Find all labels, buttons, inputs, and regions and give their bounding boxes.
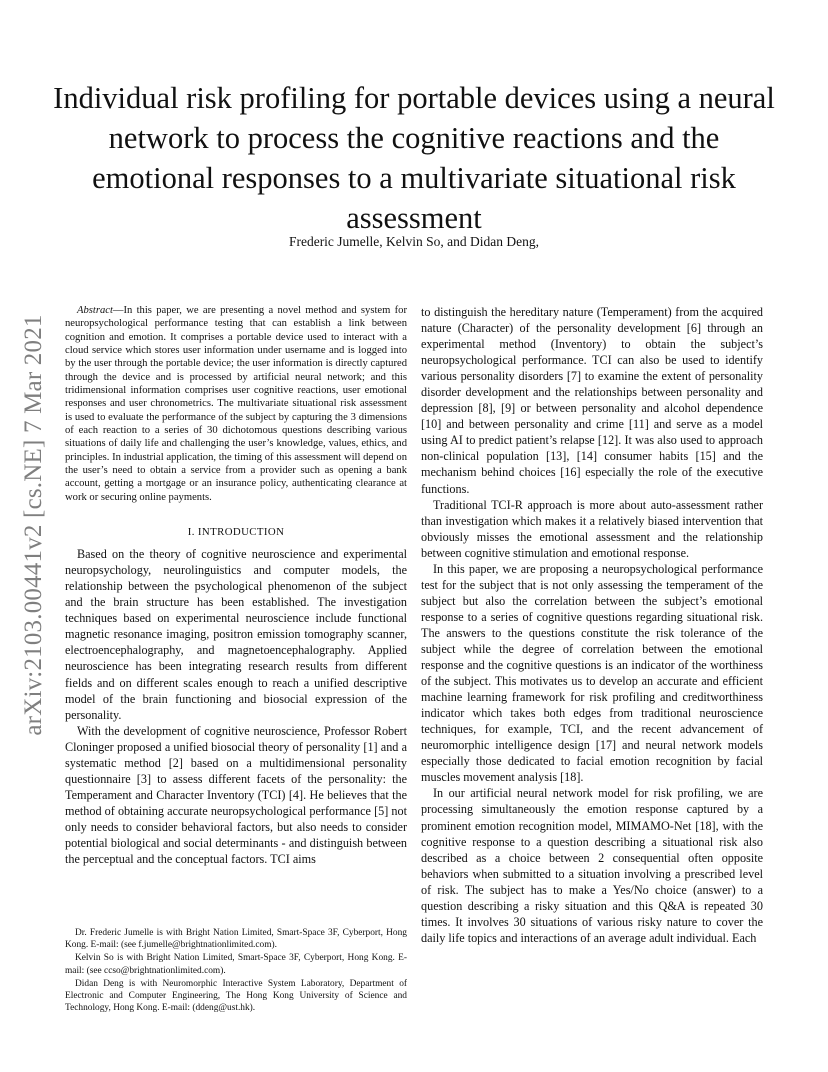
paper-title: Individual risk profiling for portable devices using a neural network to process the cognitive reactions and the emotional responses to a multivariate situational risk assessment [53, 81, 775, 235]
paragraph: Based on the theory of cognitive neuroscience and experimental neuropsychology, neurolinguistics and computer models, the relationship between the psychological phenomenon of the subject and the brain structure has been established. The investigation techniques based on experimental neuroscience include functional magnetic resonance imaging, positron emission tomography scanner, electroencephalography, and magnetoencephalography. Applied neuroscience has been integrating research results from different fields and on different scales enough to reach a unified descriptive model of the brain functioning and biosocial expression of the personality. [65, 547, 407, 722]
left-column [65, 304, 407, 867]
paragraph: Traditional TCI-R approach is more about auto-assessment rather than investigation which makes it a relatively biased intervention that obviously misses the emotional assessment and the relationship between cognitive stimulation and emotional response. [421, 497, 763, 560]
paragraph: In this paper, we are proposing a neuropsychological performance test for the subject that is not only assessing the temperament of the subject but also the correlation between the subject’s emotional response to a series of cognitive questions regarding situational risk. The answers to the questions constitute the risk tolerance of the subject while the degree of correlation between the emotional response and the cognitive questions is an indicator of the worthiness of the subject. This motivates us to develop an accurate and efficient machine learning framework for risk profiling and creditworthiness indicator which takes both edges from traditional neuroscience techniques, for example, TCI, and the recent advancement of neuromorphic intelligence design [17] and neural network models especially those dedicated to facial emotion recognition by facial muscles movement analysis [18]. [421, 561, 763, 785]
abstract-label: Abstract [77, 305, 113, 316]
arxiv-identifier [18, 290, 50, 760]
footnote: Dr. Frederic Jumelle is with Bright Nation Limited, Smart-Space 3F, Cyberport, Hong Kong. E-mail: (see f.jumelle@brightnationlimited.com). [65, 928, 407, 951]
abstract-text: —In this paper, we are presenting a novel method and system for neuropsychological performance testing that can establish a link between cognition and emotion. It comprises a portable device used to interact with a cloud service which stores user information under username and is logged into by the user through the portable device; the user information is directly captured through the device and is processed by artificial neural network; and this tridimensional information comprises user cognitive reactions, user emotional responses and user chronometrics. The multivariate situational risk assessment is used to evaluate the performance of the subject by capturing the 3 dimensions of each reaction to a series of 30 dichotomous questions describing various situations of daily life and challenging the user’s knowledge, values, ethics, and principles. In industrial application, the timing of this assessment will depend on the user’s need to obtain a service from a provider such as opening a bank account, getting a mortgage or an insurance policy, authenticating clearance at work or securing online payments. [65, 305, 407, 503]
footnote: Kelvin So is with Bright Nation Limited, Smart-Space 3F, Cyberport, Hong Kong. E-mail: (see ccso@brightnationlimited.com). [65, 953, 407, 976]
footnotes [65, 927, 407, 1014]
section-heading-introduction: I. INTRODUCTION [187, 526, 285, 539]
arxiv-identifier-text: arXiv:2103.00441v2 [cs.NE] 7 Mar 2021 [20, 314, 47, 736]
paragraph: to distinguish the hereditary nature (Temperament) from the acquired nature (Character) of the personality development [6] through an experimental method (Inventory) to obtain the subject’s neuropsychological performance. TCI can also be used to identify various personality disorders [7] to examine the extent of personality disorder development and the relationships between personality and depression [8], [9] or between personality and alcohol dependence [10] and between personality and crime [11] and serve as a model using AI to predict patient’s relapse [12]. It was also used to approach non-clinical population [13], [14] consumer habits [15] and the mechanism behind choices [16] especially the role of the executive functions. [421, 305, 763, 496]
footnote: Didan Deng is with Neuromorphic Interactive System Laboratory, Department of Electronic and Computer Engineering, The Hong Kong University of Science and Technology, Hong Kong. E-mail: (ddeng@ust.hk). [65, 978, 407, 1014]
paragraph: In our artificial neural network model for risk profiling, we are processing simultaneously the emotion response captured by a prominent emotion recognition model, MIMAMO-Net [18], with the cognitive response to a question describing a situational risk also described as a choice between 2 consequential often opposite behaviors when submitted to a situation involving a prescribed level of risk. The subject has to make a Yes/No choice (answer) to a question describing a risky situation and this Q&A is repeated 30 times. It involves 30 situations of various risky nature to cover the daily life topics and interactions of an average adult individual. Each [421, 786, 763, 945]
author-list: Frederic Jumelle, Kelvin So, and Didan Deng, [288, 234, 540, 249]
abstract [65, 304, 407, 504]
paragraph: With the development of cognitive neuroscience, Professor Robert Cloninger proposed a unified biosocial theory of personality [1] and a systematic method [2] based on a multidimensional personality questionnaire [3] to assess different facets of the personality: the Temperament and Character Inventory (TCI) [4]. He believes that the method of obtaining accurate neuropsychological performance [5] not only needs to consider behavioral factors, but also needs to consider potential biological and social determinants - and distinguish between the perceptual and the conceptual factors. TCI aims [65, 723, 407, 867]
right-column [421, 304, 763, 946]
